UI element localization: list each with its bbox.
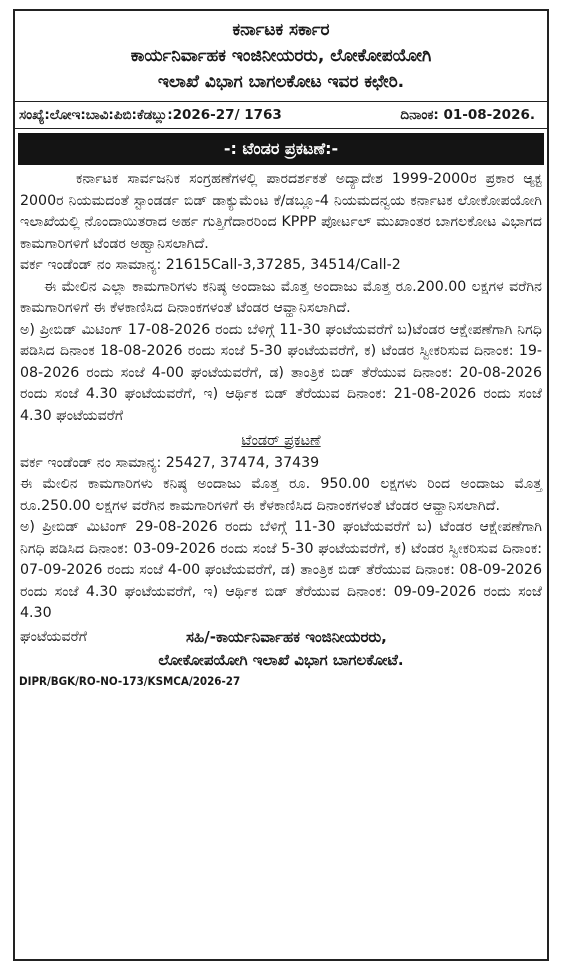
release-code: DIPR/BGK/RO-NO-173/KSMCA/2026-27 — [19, 673, 241, 688]
intro-paragraph: ಕರ್ನಾಟಕ ಸಾರ್ವಜನಿಕ ಸಂಗ್ರಹಣೆಗಳಲ್ಲಿ ಪಾರದರ್ಶಕತೆ ಅದ್ಯಾದೇಶ 1999-2000ರ ಪ್ರಕಾರ ಆ್ಯಕ್ಟ 2000ರ ನಿಯಮದಂತೆ ಸ್ಟಾಂಡರ್ಡ ಬಿಡ್ ಡಾಕ್ಯುಮೆಂಟ ಕೆ/ಡಬ್ಲೂ-4 ನಿಯಮದನ್ವಯ ಕರ್ನಾಟಕ ಲೋಕೋಪಯೋಗಿ ಇಲಾಖೆಯಲ್ಲಿ ನೊಂದಾಯಿತರಾದ ಅರ್ಹ ಗುತ್ತಿಗೆದಾರರಿಂದ KPPP ಪೋರ್ಟಲ್ ಮುಖಾಂತರ ಬಾಗಲಕೋಟ ವಿಭಾಗದ ಕಾಮಗಾರಿಗಳಿಗೆ ಟೆಂಡರ ಅಹ್ವಾನಿಸಲಾಗಿದೆ. — [20, 171, 542, 252]
work2-schedule-tail: ಘಂಟೆಯವರೆಗೆ — [20, 628, 87, 645]
signature-line-2: ಲೋಕೋಪಯೋಗಿ ಇಲಾಖೆ ವಿಭಾಗ ಬಾಗಲಕೋಟೆ. — [158, 650, 404, 669]
office-title: ಕಾರ್ಯನಿರ್ವಾಹಕ ಇಂಜಿನೀಯರರು, ಲೋಕೋಪಯೋಗಿ — [130, 46, 432, 66]
reference-row — [15, 101, 547, 129]
work2-indent-numbers: ವರ್ಕ ಇಂಡೆಂಡ್ ನಂ ಸಾಮಾನ್ಯ: 25427, 37474, 37439 — [20, 454, 320, 471]
signature-block — [15, 626, 547, 672]
tender-subheading: ಟೆಂಡರ್ ಪ್ರಕಟಣೆ — [241, 433, 321, 449]
government-title: ಕರ್ನಾಟಕ ಸರ್ಕಾರ — [232, 20, 330, 40]
notice-header — [15, 11, 547, 95]
work1-indent-numbers: ವರ್ಕ ಇಂಡೆಂಡ್ ನಂ ಸಾಮಾನ್ಯ: 21615Call-3,37285, 34514/Call-2 — [20, 257, 401, 273]
reference-number: ಸಂಖ್ಯೆ:ಲೋಇ:ಬಾವಿ:ಪಿಬಿ:ಕೆಡಬ್ಲು:2026-27/ 1763 — [19, 107, 282, 123]
work2-description: ಈ ಮೇಲಿನ ಕಾಮಗಾರಿಗಳು ಕನಿಷ್ಠ ಅಂದಾಜು ಮೊತ್ತ ರೂ. 950.00 ಲಕ್ಷಗಳು ರಿಂದ ಅಂದಾಜು ಮೊತ್ತ ರೂ.250.00 ಲಕ್ಷಗಳ ವರೆಗಿನ ಕಾಮಗಾರಿಗಳಿಗೆ ಈ ಕೆಳಕಾಣಿಸಿದ ದಿನಾಂಕಗಳಂತೆ ಟೆಂಡರ ಆವ್ಹಾನಿಸಲಾಗಿದೆ. — [20, 476, 542, 514]
tender-banner: -: ಟೆಂಡರ ಪ್ರಕಟಣೆ:- — [18, 133, 544, 165]
work1-description: ಈ ಮೇಲಿನ ಎಲ್ಲಾ ಕಾಮಗಾರಿಗಳು ಕನಿಷ್ಠ ಅಂದಾಜು ಮೊತ್ತ ಅಂದಾಜು ಮೊತ್ತ ರೂ.200.00 ಲಕ್ಷಗಳ ವರೆಗಿನ ಕಾಮಗಾರಿಗಳಿಗೆ ಈ ಕೆಳಕಾಣಿಸಿದ ದಿನಾಂಕಗಳಂತೆ ಟೆಂಡರ ಆವ್ಹಾನಿಸಲಾಗಿದೆ. — [20, 278, 542, 316]
notice-date: ದಿನಾಂಕ: 01-08-2026. — [400, 107, 535, 123]
signature-line-1: ಸಹಿ/-ಕಾರ್ಯನಿರ್ವಾಹಕ ಇಂಜಿನೀಯರರು, — [186, 627, 387, 646]
work2-schedule: ಅ) ಪ್ರೀಬಿಡ್ ಮಿಟಿಂಗ್ 29-08-2026 ರಂದು ಬೆಳಿಗ್ಗೆ 11-30 ಘಂಟೆಯವರೆಗೆ ಬ) ಟೆಂಡರ ಆಕ್ಷೇಪಣೆಗಾಗಿ ನಿಗಧಿ ಪಡಿಸಿದ ದಿನಾಂಕ: 03-09-2026 ರಂದು ಸಂಜೆ 5-30 ಘಂಟೆಯವರೆಗೆ, ಕ) ಟೆಂಡರ ಸ್ವೀಕರಿಸುವ ದಿನಾಂಕ: 07-09-2026 ರಂದು ಸಂಜೆ 4-00 ಘಂಟೆಯವರೆಗೆ, ಡ) ತಾಂತ್ರಿಕ ಬಿಡ್ ತೆರೆಯುವ ದಿನಾಂಕ: 08-09-2026 ರಂದು ಸಂಜೆ 4.30 ಘಂಟೆಯವರೆಗೆ, ಇ) ಆರ್ಥಿಕ ಬಿಡ್ ತೆರೆಯುವ ದಿನಾಂಕ: 09-09-2026 ರಂದು ಸಂಜೆ 4.30 — [20, 519, 542, 621]
work1-schedule: ಅ) ಪ್ರೀಬಿಡ್ ಮಿಟಿಂಗ್ 17-08-2026 ರಂದು ಬೆಳಿಗ್ಗೆ 11-30 ಘಂಟೆಯವರೆಗೆ ಬ)ಟೆಂಡರ ಆಕ್ಷೇಪಣೆಗಾಗಿ ನಿಗಧಿ ಪಡಿಸಿದ ದಿನಾಂಕ 18-08-2026 ರಂದು ಸಂಜೆ 5-30 ಘಂಟೆಯವರೆಗೆ, ಕ) ಟೆಂಡರ ಸ್ವೀಕರಿಸುವ ದಿನಾಂಕ: 19-08-2026 ರಂದು ಸಂಜೆ 4-00 ಘಂಟೆಯವರೆಗೆ, ಡ) ತಾಂತ್ರಿಕ ಬಿಡ್ ತೆರೆಯುವ ದಿನಾಂಕ: 20-08-2026 ರಂದು ಸಂಜೆ 4.30 ಘಂಟೆಯವರೆಗೆ, ಇ) ಆರ್ಥಿಕ ಬಿಡ್ ತೆರೆಯುವ ದಿನಾಂಕ: 21-08-2026 ರಂದು ಸಂಜೆ 4.30 ಘಂಟೆಯವರೆಗೆ — [20, 321, 542, 424]
tender-notice — [13, 9, 549, 961]
office-subtitle: ಇಲಾಖೆ ವಿಭಾಗ ಬಾಗಲಕೋಟ ಇವರ ಕಛೇರಿ. — [157, 72, 405, 92]
notice-body — [15, 165, 547, 625]
